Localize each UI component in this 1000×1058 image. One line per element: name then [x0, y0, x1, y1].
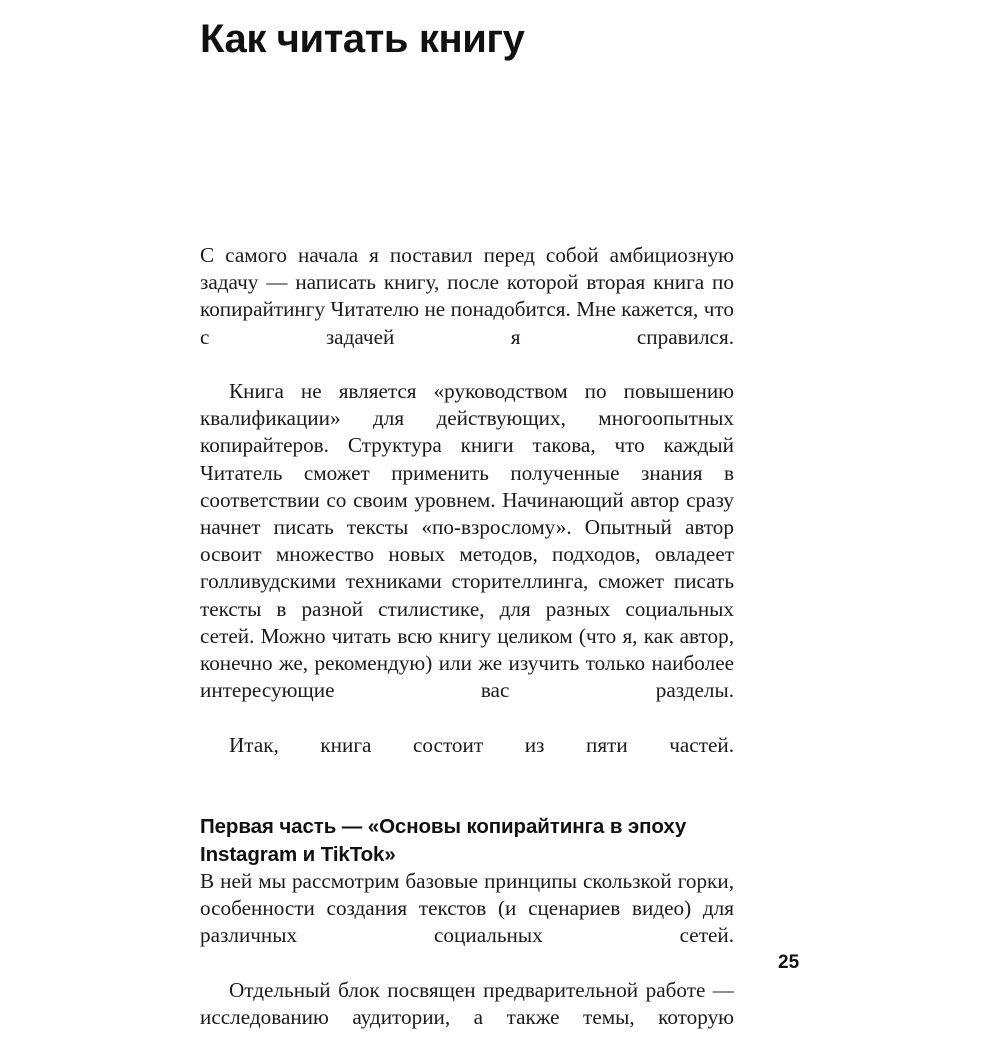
page-title: Как читать книгу	[200, 17, 525, 61]
body-paragraph: Итак, книга состоит из пяти частей.	[229, 732, 734, 757]
body-text-column	[200, 242, 734, 1058]
section-heading	[200, 813, 734, 868]
section-heading-line-1: Первая часть — «Основы копирайтинга в эпоху	[200, 815, 687, 839]
body-paragraph: Книга не является «руководством по повышению квалификации» для действующих, многоопытных копирайтеров. Структура книги такова, что каждый Читатель сможет применить полученные знания в соответствии со своим уровнем. Начинающий автор сразу начнет писать тексты «по-взрослому». Опытный автор освоит множество новых методов, подходов, овладеет голливудскими техниками сторителлинга, сможет писать тексты в разной стилистике, для разных социальных сетей. Можно читать всю книгу целиком (что я, как автор, конечно же, рекомендую) или же изучить только наиболее интересующие вас разделы.	[200, 379, 734, 703]
body-paragraph: С самого начала я поставил перед собой амбициозную задачу — написать книгу, после которой вторая книга по копирайтингу Читателю не понадобится. Мне кажется, что с задачей я справился.	[200, 243, 734, 349]
page-number: 25	[778, 952, 800, 973]
section-heading-line-2: Instagram и TikTok»	[200, 842, 396, 866]
body-paragraph: В ней мы рассмотрим базовые принципы скользкой горки, особенности создания текстов (и сценариев видео) для различных социальных сетей.	[200, 869, 734, 948]
body-paragraph: Отдельный блок посвящен предварительной работе — исследованию аудитории, а также темы, которую	[200, 977, 734, 1030]
